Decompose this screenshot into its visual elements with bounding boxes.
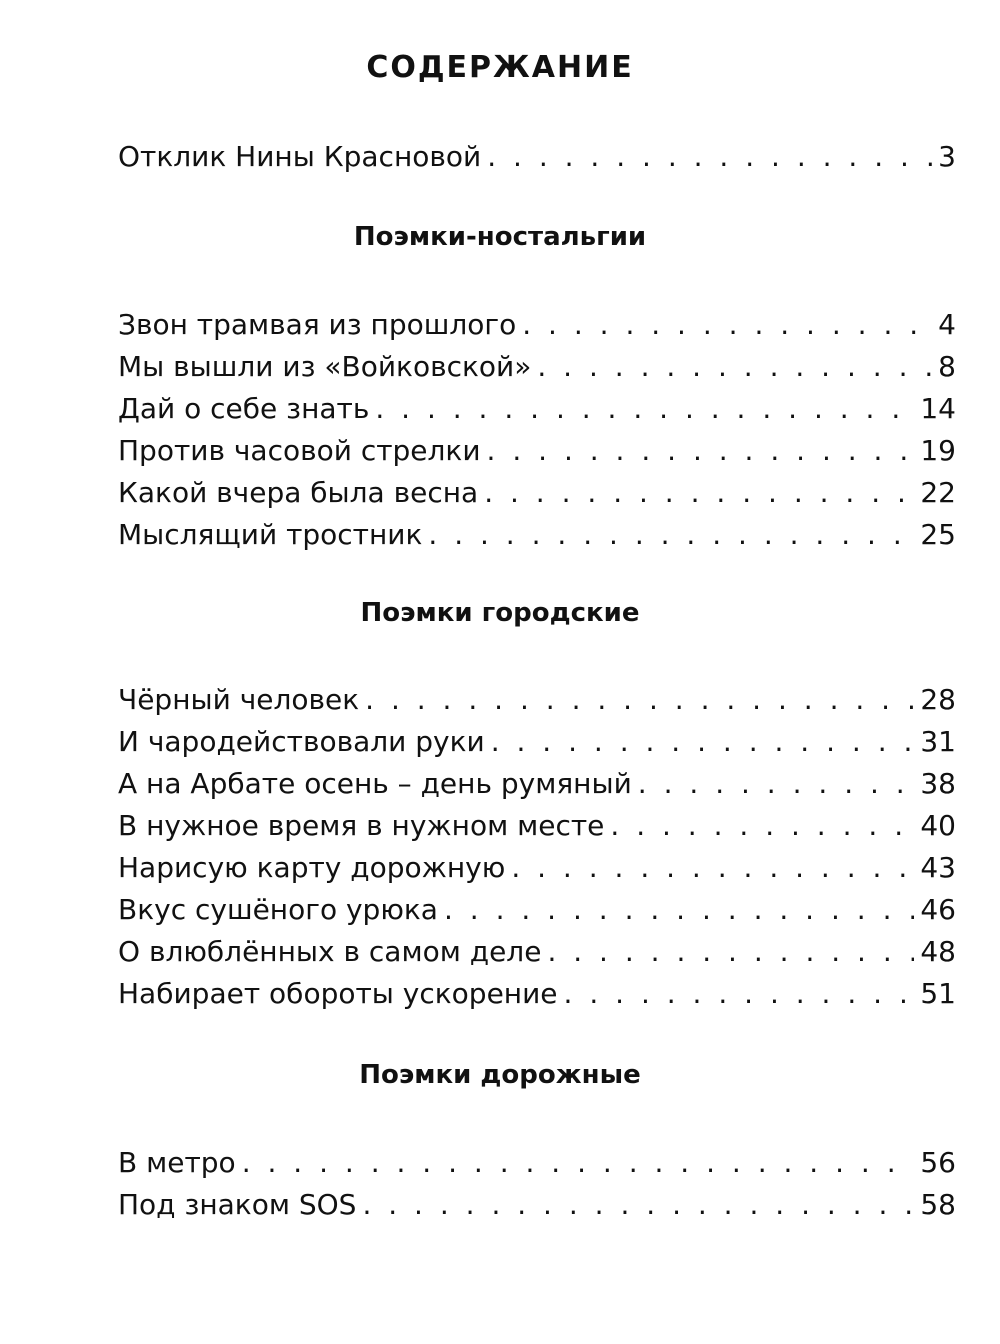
- toc-entry: [118, 1186, 956, 1224]
- toc-entry-label: И чародействовали руки: [118, 725, 485, 758]
- toc-entry: [118, 723, 956, 761]
- dot-leader: [484, 474, 914, 512]
- toc-entry-label: В нужное время в нужном месте: [118, 809, 605, 842]
- toc-entry-page: 48: [920, 935, 956, 968]
- toc-entry: [118, 765, 956, 803]
- toc-entry: [118, 891, 956, 929]
- toc-entry-label: Нарисую карту дорожную: [118, 851, 506, 884]
- toc-entry-page: 56: [920, 1146, 956, 1179]
- toc-entry-page: 51: [920, 977, 956, 1010]
- toc-entry: [118, 138, 956, 176]
- dot-leader: [547, 933, 914, 971]
- toc-entry: [118, 681, 956, 719]
- toc-entry-label: Набирает обороты ускорение: [118, 977, 558, 1010]
- dot-leader: [444, 891, 914, 929]
- toc-entry-page: 3: [938, 140, 956, 173]
- toc-entry-page: 31: [920, 725, 956, 758]
- toc-entry-page: 14: [920, 392, 956, 425]
- toc-entry-label: Дай о себе знать: [118, 392, 370, 425]
- toc-entry-page: 43: [920, 851, 956, 884]
- toc-entry-page: 25: [920, 518, 956, 551]
- toc-entry-page: 22: [920, 476, 956, 509]
- dot-leader: [242, 1144, 915, 1182]
- toc-entry-label: Против часовой стрелки: [118, 434, 481, 467]
- toc-entry-label: Звон трамвая из прошлого: [118, 308, 517, 341]
- toc-entry-label: О влюблённых в самом деле: [118, 935, 542, 968]
- toc-entry-page: 4: [938, 308, 956, 341]
- toc-entry-label: Какой вчера была весна: [118, 476, 479, 509]
- toc-entry: [118, 390, 956, 428]
- toc-entry-label: В метро: [118, 1146, 236, 1179]
- toc-entry-label: Отклик Нины Красновой: [118, 140, 482, 173]
- toc-entry-label: Вкус сушёного урюка: [118, 893, 438, 926]
- dot-leader: [428, 516, 914, 554]
- toc-entry-page: 46: [920, 893, 956, 926]
- section-heading: Поэмки городские: [360, 598, 640, 628]
- toc-entry-page: 19: [920, 434, 956, 467]
- dot-leader: [511, 849, 914, 887]
- dot-leader: [487, 138, 932, 176]
- toc-entry-page: 8: [938, 350, 956, 383]
- section-heading: Поэмки-ностальгии: [353, 222, 647, 252]
- toc-title: СОДЕРЖАНИЕ: [366, 50, 634, 85]
- dot-leader: [610, 807, 914, 845]
- toc-entry: [118, 933, 956, 971]
- dot-leader: [375, 390, 914, 428]
- toc-entry-label: Мыслящий тростник: [118, 518, 423, 551]
- toc-entry: [118, 432, 956, 470]
- toc-entry-label: Под знаком SOS: [118, 1188, 357, 1221]
- section-heading: Поэмки дорожные: [359, 1060, 641, 1090]
- toc-entry: [118, 516, 956, 554]
- toc-entry-page: 58: [920, 1188, 956, 1221]
- dot-leader: [564, 975, 915, 1013]
- toc-entry-label: А на Арбате осень – день румяный: [118, 767, 632, 800]
- toc-entry-label: Чёрный человек: [118, 683, 360, 716]
- toc-entry: [118, 807, 956, 845]
- dot-leader: [522, 306, 932, 344]
- dot-leader: [362, 1186, 914, 1224]
- toc-entry-page: 28: [920, 683, 956, 716]
- dot-leader: [491, 723, 915, 761]
- toc-entry: [118, 306, 956, 344]
- toc-entry: [118, 348, 956, 386]
- dot-leader: [537, 348, 932, 386]
- toc-entry: [118, 849, 956, 887]
- toc-entry-label: Мы вышли из «Войковской»: [118, 350, 532, 383]
- dot-leader: [365, 681, 914, 719]
- toc-entry: [118, 1144, 956, 1182]
- toc-entry-page: 38: [920, 767, 956, 800]
- toc-entry: [118, 975, 956, 1013]
- dot-leader: [638, 765, 915, 803]
- dot-leader: [487, 432, 915, 470]
- toc-entry: [118, 474, 956, 512]
- toc-entry-page: 40: [920, 809, 956, 842]
